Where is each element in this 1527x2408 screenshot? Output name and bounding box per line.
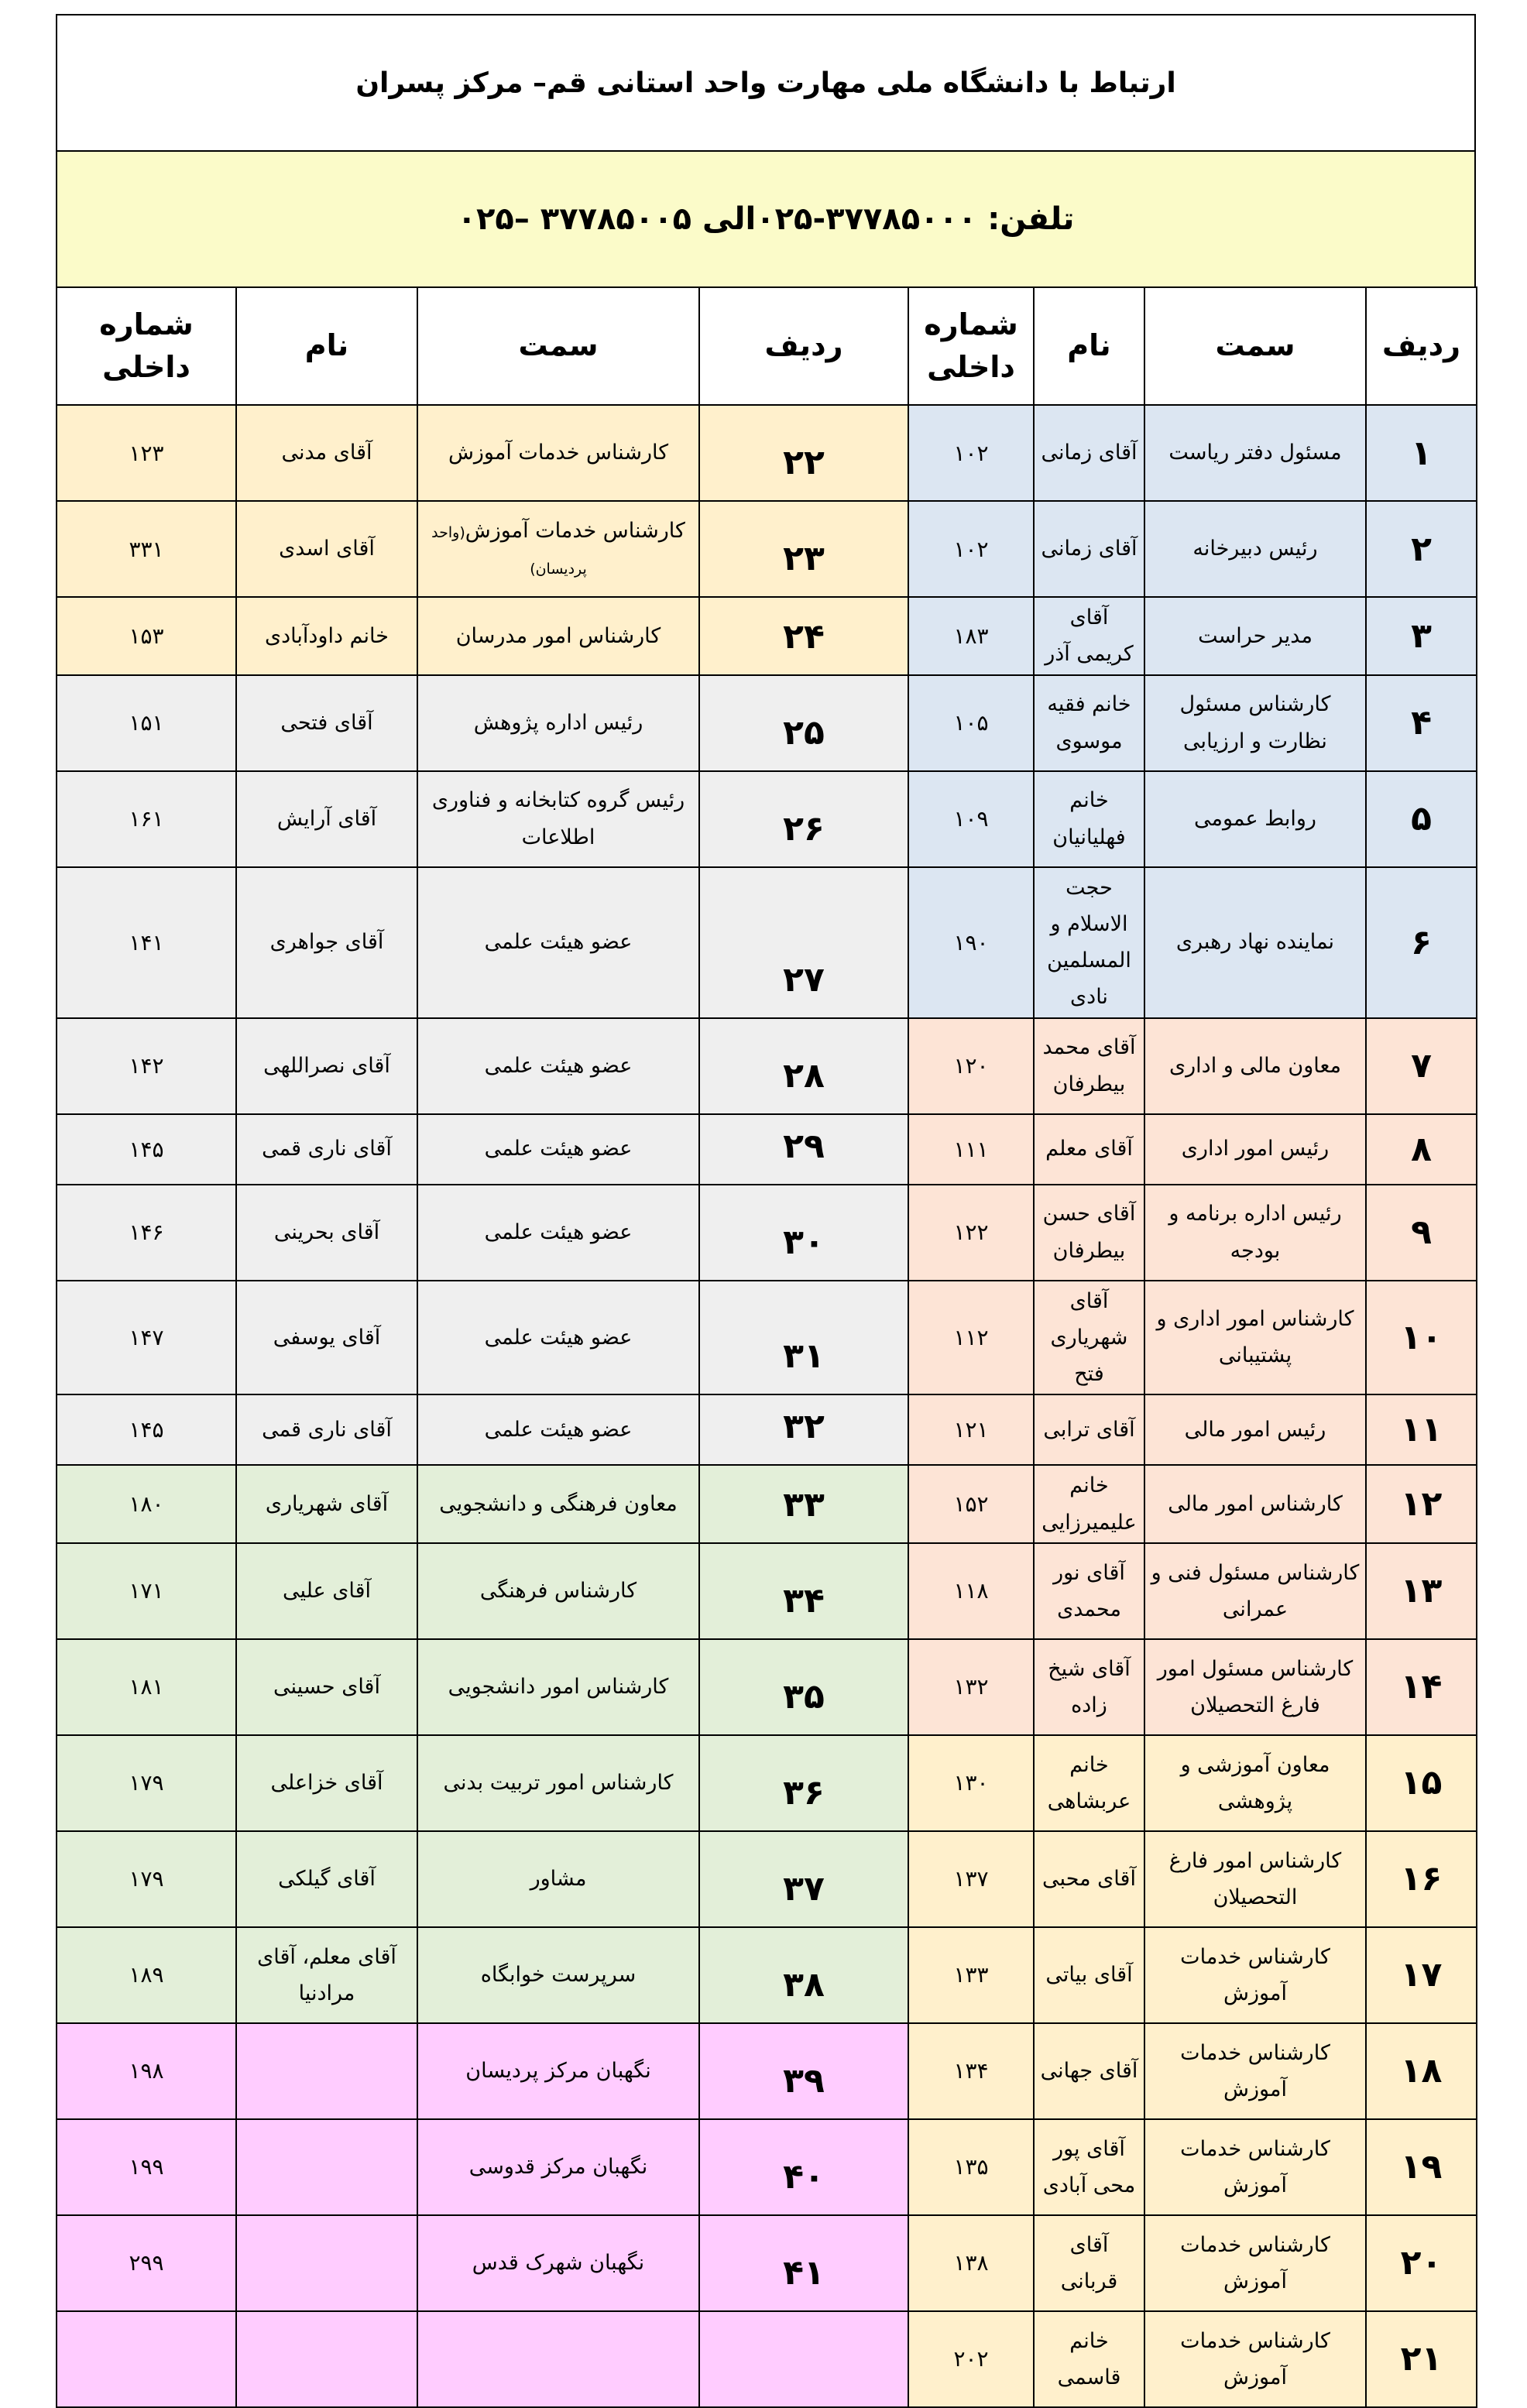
name-cell: آقای زمانی	[1034, 405, 1144, 501]
position-cell-2	[417, 597, 699, 675]
position-text-2: رئیس گروه کتابخانه و فناوری اطلاعات	[431, 788, 685, 849]
name-cell-2: آقای ناری قمی	[236, 1394, 417, 1465]
position-text-2: کارشناس امور تربیت بدنی	[443, 1771, 674, 1796]
header-row	[57, 287, 1477, 405]
table-row	[57, 1543, 1477, 1639]
name-cell: آقای نور محمدی	[1034, 1543, 1144, 1639]
row-number: ۸	[1366, 1114, 1477, 1185]
extension-cell: ۱۹۰	[908, 867, 1034, 1018]
table-row	[57, 1114, 1477, 1185]
row-number-2: ۲۹	[699, 1114, 908, 1185]
position-cell-2	[417, 867, 699, 1018]
name-cell: آقای جهانی	[1034, 2023, 1144, 2119]
header-position-2: سمت	[417, 287, 699, 405]
position-text-2: کارشناس خدمات آموزش	[448, 441, 669, 465]
position-text-2: نگهبان مرکز پردیسان	[465, 2059, 651, 2084]
position-text-2: معاون فرهنگی و دانشجویی	[439, 1491, 678, 1516]
name-cell: خانم فقیه موسوی	[1034, 675, 1144, 771]
table-body	[57, 405, 1477, 2407]
extension-cell-2: ۱۸۹	[57, 1927, 236, 2023]
table-row	[57, 501, 1477, 597]
position-cell-2	[417, 1831, 699, 1927]
position-cell: کارشناس امور فارغ التحصیلان	[1144, 1831, 1366, 1927]
table-row	[57, 1018, 1477, 1114]
name-cell-2: آقای علیی	[236, 1543, 417, 1639]
table-row	[57, 1831, 1477, 1927]
position-cell: کارشناس مسئول امور فارغ التحصیلان	[1144, 1639, 1366, 1735]
header-extension-line1: شماره	[924, 307, 1018, 341]
name-cell: آقای کریمی آذر	[1034, 597, 1144, 675]
extension-cell-2: ۱۵۳	[57, 597, 236, 675]
table-row	[57, 1639, 1477, 1735]
table-row	[57, 2023, 1477, 2119]
position-cell: رئیس امور اداری	[1144, 1114, 1366, 1185]
header-name-2: نام	[236, 287, 417, 405]
name-cell-2: آقای حسینی	[236, 1639, 417, 1735]
name-cell: حجت الاسلام و المسلمین نادی	[1034, 867, 1144, 1018]
position-cell-2	[417, 1735, 699, 1831]
position-cell: کارشناس خدمات آموزش	[1144, 2311, 1366, 2407]
extension-cell-2: ۱۴۵	[57, 1114, 236, 1185]
row-number-2: ۳۶	[699, 1735, 908, 1831]
extension-cell: ۱۳۲	[908, 1639, 1034, 1735]
table-row	[57, 2215, 1477, 2311]
row-number-2: ۳۰	[699, 1185, 908, 1281]
extension-cell-2: ۱۲۳	[57, 405, 236, 501]
extension-cell-2: ۱۴۷	[57, 1281, 236, 1395]
name-cell-2: آقای نصراللهی	[236, 1018, 417, 1114]
row-number: ۱	[1366, 405, 1477, 501]
position-cell: معاون آموزشی و پژوهشی	[1144, 1735, 1366, 1831]
extension-cell: ۱۲۰	[908, 1018, 1034, 1114]
name-cell-2: آقای معلم، آقای مرادنیا	[236, 1927, 417, 2023]
extension-cell-2: ۲۹۹	[57, 2215, 236, 2311]
position-text-2: سرپرست خوابگاه	[480, 1963, 637, 1988]
position-cell: کارشناس مسئول فنی و عمرانی	[1144, 1543, 1366, 1639]
name-cell-2: آقای آرایش	[236, 771, 417, 867]
extension-cell-2: ۱۴۲	[57, 1018, 236, 1114]
position-text-2: عضو هیئت علمی	[484, 1418, 633, 1442]
contact-sheet	[56, 14, 1476, 2408]
name-cell: آقای شیخ زاده	[1034, 1639, 1144, 1735]
header-extension-2-line1: شماره	[99, 307, 194, 341]
row-number-2: ۲۲	[699, 405, 908, 501]
name-cell-2	[236, 2023, 417, 2119]
position-cell: کارشناس امور مالی	[1144, 1465, 1366, 1543]
row-number-2: ۲۳	[699, 501, 908, 597]
position-text-2: نگهبان مرکز قدوسی	[468, 2155, 648, 2180]
row-number: ۱۷	[1366, 1927, 1477, 2023]
extension-cell: ۱۱۱	[908, 1114, 1034, 1185]
extension-cell-2: ۱۶۱	[57, 771, 236, 867]
table-row	[57, 1281, 1477, 1395]
position-cell-2	[417, 405, 699, 501]
name-cell-2: آقای بحرینی	[236, 1185, 417, 1281]
table-row	[57, 597, 1477, 675]
position-cell: کارشناس مسئول نظارت و ارزیابی	[1144, 675, 1366, 771]
extension-cell: ۱۳۵	[908, 2119, 1034, 2215]
name-cell-2: آقای شهریاری	[236, 1465, 417, 1543]
name-cell-2: آقای جواهری	[236, 867, 417, 1018]
name-cell-2	[236, 2311, 417, 2407]
position-text-2: عضو هیئت علمی	[484, 930, 633, 955]
position-cell-2	[417, 2311, 699, 2407]
name-cell: خانم عربشاهی	[1034, 1735, 1144, 1831]
name-cell-2: آقای خزاعلی	[236, 1735, 417, 1831]
position-text-2: کارشناس امور مدرسان	[455, 623, 661, 648]
row-number: ۷	[1366, 1018, 1477, 1114]
extension-cell-2: ۱۴۱	[57, 867, 236, 1018]
row-number: ۱۹	[1366, 2119, 1477, 2215]
table-row	[57, 1185, 1477, 1281]
phone-text: تلفن: ۳۷۷۸۵۰۰۰-۰۲۵الی ۳۷۷۸۵۰۰۵ –۰۲۵	[457, 201, 1075, 237]
row-number-2: ۳۳	[699, 1465, 908, 1543]
table-row	[57, 2311, 1477, 2407]
extension-cell: ۲۰۲	[908, 2311, 1034, 2407]
header-extension-line2: داخلی	[927, 350, 1015, 384]
position-cell-2	[417, 1018, 699, 1114]
phone-banner	[56, 150, 1476, 288]
extension-cell: ۱۳۷	[908, 1831, 1034, 1927]
position-cell: نماینده نهاد رهبری	[1144, 867, 1366, 1018]
position-cell-2	[417, 1465, 699, 1543]
position-cell: روابط عمومی	[1144, 771, 1366, 867]
table-row	[57, 867, 1477, 1018]
row-number-2: ۲۶	[699, 771, 908, 867]
name-cell-2: آقای فتحی	[236, 675, 417, 771]
name-cell-2: آقای گیلکی	[236, 1831, 417, 1927]
row-number: ۱۶	[1366, 1831, 1477, 1927]
row-number: ۵	[1366, 771, 1477, 867]
row-number: ۹	[1366, 1185, 1477, 1281]
extension-cell-2: ۱۷۹	[57, 1831, 236, 1927]
row-number-2: ۳۸	[699, 1927, 908, 2023]
row-number-2: ۳۹	[699, 2023, 908, 2119]
row-number: ۶	[1366, 867, 1477, 1018]
name-cell: آقای ترابی	[1034, 1394, 1144, 1465]
table-row	[57, 2119, 1477, 2215]
header-extension-2	[57, 287, 236, 405]
header-row-number: ردیف	[1366, 287, 1477, 405]
extension-cell-2	[57, 2311, 236, 2407]
name-cell: آقای محبی	[1034, 1831, 1144, 1927]
extension-cell-2: ۱۴۵	[57, 1394, 236, 1465]
position-cell: مدیر حراست	[1144, 597, 1366, 675]
extension-cell-2: ۱۹۹	[57, 2119, 236, 2215]
extension-cell-2: ۱۸۱	[57, 1639, 236, 1735]
position-cell: مسئول دفتر ریاست	[1144, 405, 1366, 501]
position-cell-2	[417, 1185, 699, 1281]
row-number-2: ۲۷	[699, 867, 908, 1018]
row-number: ۱۸	[1366, 2023, 1477, 2119]
position-text-2: عضو هیئت علمی	[484, 1137, 633, 1161]
extension-cell: ۱۳۸	[908, 2215, 1034, 2311]
position-cell-2	[417, 501, 699, 597]
page-title	[56, 14, 1476, 152]
position-cell: کارشناس خدمات آموزش	[1144, 2023, 1366, 2119]
name-cell: آقای حسن بیطرفان	[1034, 1185, 1144, 1281]
extension-cell-2: ۳۳۱	[57, 501, 236, 597]
row-number-2: ۲۴	[699, 597, 908, 675]
position-cell: کارشناس امور اداری و پشتیبانی	[1144, 1281, 1366, 1395]
table-row	[57, 1927, 1477, 2023]
extension-cell-2: ۱۷۹	[57, 1735, 236, 1831]
position-cell-2	[417, 2215, 699, 2311]
position-cell-2	[417, 771, 699, 867]
table-row	[57, 405, 1477, 501]
row-number: ۱۲	[1366, 1465, 1477, 1543]
row-number: ۱۱	[1366, 1394, 1477, 1465]
table-row	[57, 1394, 1477, 1465]
extension-cell-2: ۱۷۱	[57, 1543, 236, 1639]
name-cell: آقای شهریاری فتح	[1034, 1281, 1144, 1395]
extension-cell: ۱۱۸	[908, 1543, 1034, 1639]
position-cell: رئیس امور مالی	[1144, 1394, 1366, 1465]
header-name: نام	[1034, 287, 1144, 405]
row-number-2: ۳۵	[699, 1639, 908, 1735]
position-text-2: کارشناس امور دانشجویی	[448, 1675, 669, 1700]
name-cell: خانم قاسمی	[1034, 2311, 1144, 2407]
header-extension-2-line2: داخلی	[102, 350, 190, 384]
row-number: ۱۵	[1366, 1735, 1477, 1831]
name-cell: آقای زمانی	[1034, 501, 1144, 597]
name-cell: آقای محمد بیطرفان	[1034, 1018, 1144, 1114]
row-number-2: ۴۰	[699, 2119, 908, 2215]
extension-cell-2: ۱۸۰	[57, 1465, 236, 1543]
row-number-2	[699, 2311, 908, 2407]
extension-cell: ۱۱۲	[908, 1281, 1034, 1395]
extension-cell: ۱۰۵	[908, 675, 1034, 771]
position-cell-2	[417, 2023, 699, 2119]
row-number-2: ۳۲	[699, 1394, 908, 1465]
directory-table	[56, 286, 1477, 2408]
position-cell-2	[417, 1394, 699, 1465]
extension-cell-2: ۱۹۸	[57, 2023, 236, 2119]
position-cell: کارشناس خدمات آموزش	[1144, 1927, 1366, 2023]
name-cell-2: خانم داودآبادی	[236, 597, 417, 675]
extension-cell: ۱۰۲	[908, 501, 1034, 597]
name-cell-2: آقای یوسفی	[236, 1281, 417, 1395]
position-text-2: نگهبان شهرک قدس	[472, 2251, 645, 2276]
name-cell: آقای معلم	[1034, 1114, 1144, 1185]
extension-cell: ۱۳۴	[908, 2023, 1034, 2119]
extension-cell: ۱۰۲	[908, 405, 1034, 501]
name-cell-2	[236, 2215, 417, 2311]
position-cell-2	[417, 1927, 699, 2023]
row-number: ۲	[1366, 501, 1477, 597]
position-cell-2	[417, 2119, 699, 2215]
table-row	[57, 771, 1477, 867]
name-cell-2: آقای اسدی	[236, 501, 417, 597]
row-number: ۴	[1366, 675, 1477, 771]
title-text: ارتباط با دانشگاه ملی مهارت واحد استانی قم– مرکز پسران	[355, 67, 1176, 99]
name-cell: آقای پور محی آبادی	[1034, 2119, 1144, 2215]
name-cell: آقای بیاتی	[1034, 1927, 1144, 2023]
extension-cell: ۱۲۲	[908, 1185, 1034, 1281]
row-number: ۱۰	[1366, 1281, 1477, 1395]
name-cell-2: آقای مدنی	[236, 405, 417, 501]
position-text-2: مشاور	[530, 1867, 587, 1892]
position-cell: کارشناس خدمات آموزش	[1144, 2215, 1366, 2311]
position-text-2: عضو هیئت علمی	[484, 1053, 633, 1078]
header-row-number-2: ردیف	[699, 287, 908, 405]
position-text-2: کارشناس فرهنگی	[479, 1579, 637, 1604]
position-cell-2	[417, 1281, 699, 1395]
row-number-2: ۳۷	[699, 1831, 908, 1927]
position-text-2: کارشناس خدمات آموزش	[465, 518, 685, 543]
name-cell: خانم فهلیانیان	[1034, 771, 1144, 867]
name-cell: آقای قربانی	[1034, 2215, 1144, 2311]
extension-cell: ۱۳۰	[908, 1735, 1034, 1831]
row-number: ۲۰	[1366, 2215, 1477, 2311]
row-number-2: ۲۵	[699, 675, 908, 771]
row-number: ۱۴	[1366, 1639, 1477, 1735]
position-cell-2	[417, 1543, 699, 1639]
position-cell: معاون مالی و اداری	[1144, 1018, 1366, 1114]
position-text-2: عضو هیئت علمی	[484, 1325, 633, 1350]
extension-cell: ۱۳۳	[908, 1927, 1034, 2023]
extension-cell-2: ۱۵۱	[57, 675, 236, 771]
row-number-2: ۳۴	[699, 1543, 908, 1639]
extension-cell-2: ۱۴۶	[57, 1185, 236, 1281]
position-text-2: رئیس اداره پژوهش	[473, 710, 643, 735]
position-cell-2	[417, 1114, 699, 1185]
name-cell-2: آقای ناری قمی	[236, 1114, 417, 1185]
row-number-2: ۴۱	[699, 2215, 908, 2311]
name-cell: خانم علیمیرزایی	[1034, 1465, 1144, 1543]
position-cell-2	[417, 1639, 699, 1735]
position-note-2: (واحد پردیسان)	[431, 523, 587, 578]
header-extension	[908, 287, 1034, 405]
row-number: ۳	[1366, 597, 1477, 675]
row-number: ۲۱	[1366, 2311, 1477, 2407]
extension-cell: ۱۲۱	[908, 1394, 1034, 1465]
extension-cell: ۱۵۲	[908, 1465, 1034, 1543]
position-cell: رئیس دبیرخانه	[1144, 501, 1366, 597]
extension-cell: ۱۰۹	[908, 771, 1034, 867]
position-cell: کارشناس خدمات آموزش	[1144, 2119, 1366, 2215]
position-cell-2	[417, 675, 699, 771]
table-row	[57, 1465, 1477, 1543]
table-row	[57, 1735, 1477, 1831]
row-number-2: ۲۸	[699, 1018, 908, 1114]
name-cell-2	[236, 2119, 417, 2215]
extension-cell: ۱۸۳	[908, 597, 1034, 675]
position-cell: رئیس اداره برنامه و بودجه	[1144, 1185, 1366, 1281]
table-row	[57, 675, 1477, 771]
position-text-2: عضو هیئت علمی	[484, 1219, 633, 1244]
row-number: ۱۳	[1366, 1543, 1477, 1639]
row-number-2: ۳۱	[699, 1281, 908, 1395]
header-position: سمت	[1144, 287, 1366, 405]
